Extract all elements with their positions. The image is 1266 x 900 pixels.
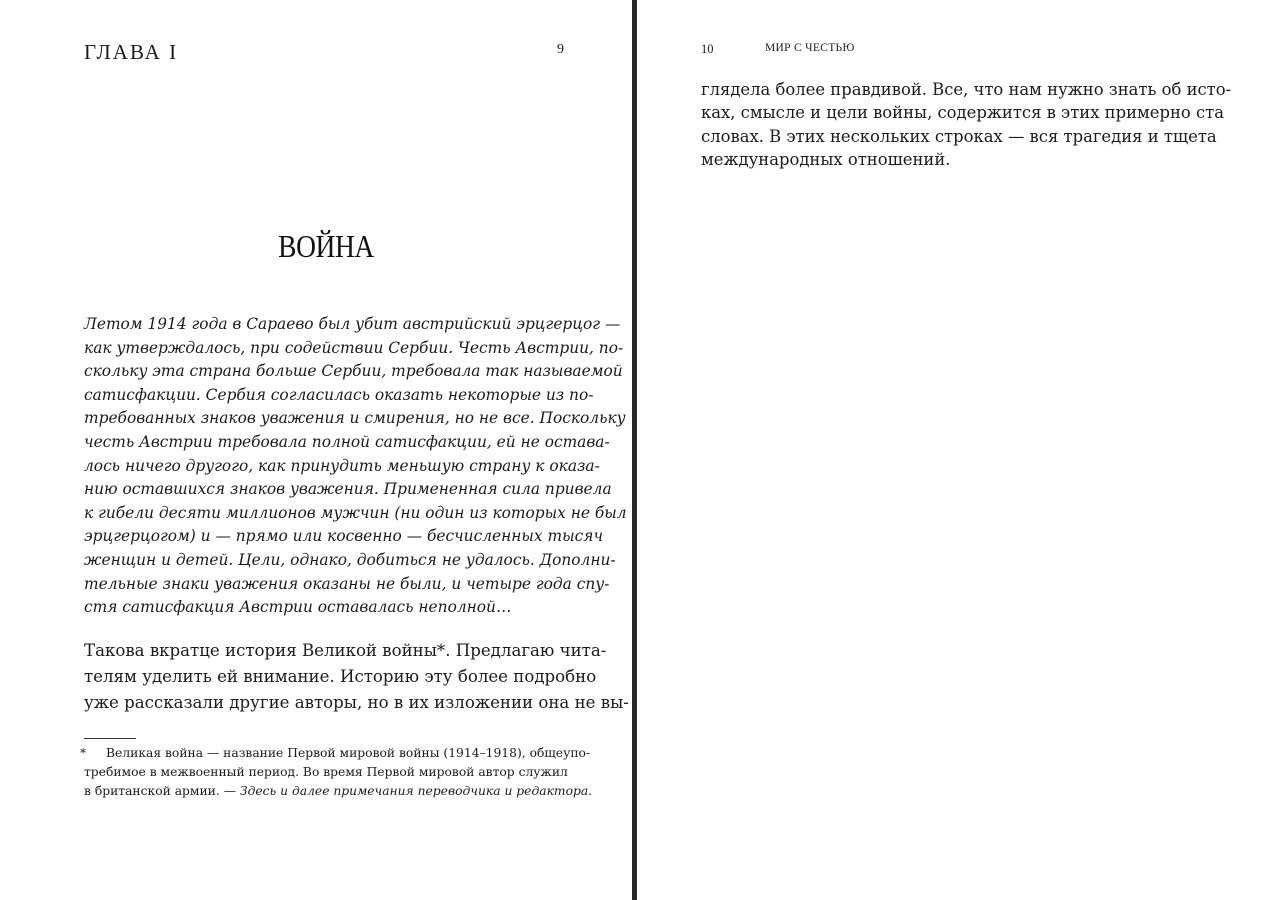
running-header-title: МИР С ЧЕСТЬЮ [765, 42, 855, 54]
continued-paragraph [701, 78, 1232, 172]
body-line: словах. В этих нескольких строках — вся трагедия и тщета [701, 126, 1217, 146]
body-line: Такова вкратце история Великой войны*. Предлагаю чита- [84, 641, 607, 660]
epigraph-line: Летом 1914 года в Сараево был убит австрийский эрцгерцог — [84, 315, 621, 333]
page-number-left: 9 [557, 42, 564, 57]
footnote-divider [84, 738, 136, 739]
footnote-line-plain: в британской армии. — [84, 784, 240, 798]
left-page [0, 0, 632, 900]
page-number-right: 10 [701, 42, 714, 56]
epigraph-line: эрцгерцогом) и — прямо или косвенно — бесчисленных тысяч [84, 527, 604, 546]
epigraph-line: нию оставшихся знаков уважения. Примененная сила привела [84, 480, 612, 499]
epigraph [84, 313, 627, 620]
epigraph-line: лось ничего другого, как принудить меньшую страну к оказа- [84, 456, 600, 475]
epigraph-line: тельные знаки уважения оказаны не были, и четыре года спу- [84, 574, 610, 593]
body-line: телям уделить ей внимание. Историю эту более подробно [84, 667, 597, 686]
body-line: ках, смысле и цели войны, содержится в этих примерно ста [701, 103, 1224, 123]
epigraph-line: стя сатисфакция Австрии оставалась неполной… [84, 598, 512, 617]
footnote-line [84, 782, 593, 801]
epigraph-line: женщин и детей. Цели, однако, добиться не удалось. Дополни- [84, 550, 616, 569]
chapter-title: ВОЙНА [278, 228, 374, 264]
epigraph-line: скольку эта страна больше Сербии, требовала так называемой [84, 362, 623, 381]
epigraph-line: как утверждалось, при содействии Сербии. Честь Австрии, по- [84, 338, 624, 357]
body-line: глядела более правдивой. Все, что нам нужно знать об исто- [701, 80, 1232, 99]
body-paragraph [84, 638, 629, 716]
body-line: уже рассказали другие авторы, но в их изложении она не вы- [84, 693, 629, 712]
epigraph-line: требованных знаков уважения и смирения, но не все. Поскольку [84, 409, 626, 428]
footnote-line: Великая война — название Первой мировой войны (1914–1918), общеупо- [106, 746, 591, 760]
epigraph-line: к гибели десяти миллионов мужчин (ни один из которых не был [84, 503, 627, 522]
body-line: международных отношений. [701, 150, 951, 170]
footnote-line-italic: Здесь и далее примечания переводчика и редактора. [239, 784, 593, 798]
footnote-marker: * [80, 746, 87, 760]
right-page [637, 0, 1266, 900]
epigraph-line: сатисфакции. Сербия согласилась оказать некоторые из по- [84, 385, 594, 404]
epigraph-line: честь Австрии требовала полной сатисфакции, ей не остава- [84, 432, 610, 451]
footnote-line: требимое в межвоенный период. Во время Первой мировой автор служил [84, 765, 568, 779]
chapter-label: ГЛАВА I [84, 40, 179, 64]
